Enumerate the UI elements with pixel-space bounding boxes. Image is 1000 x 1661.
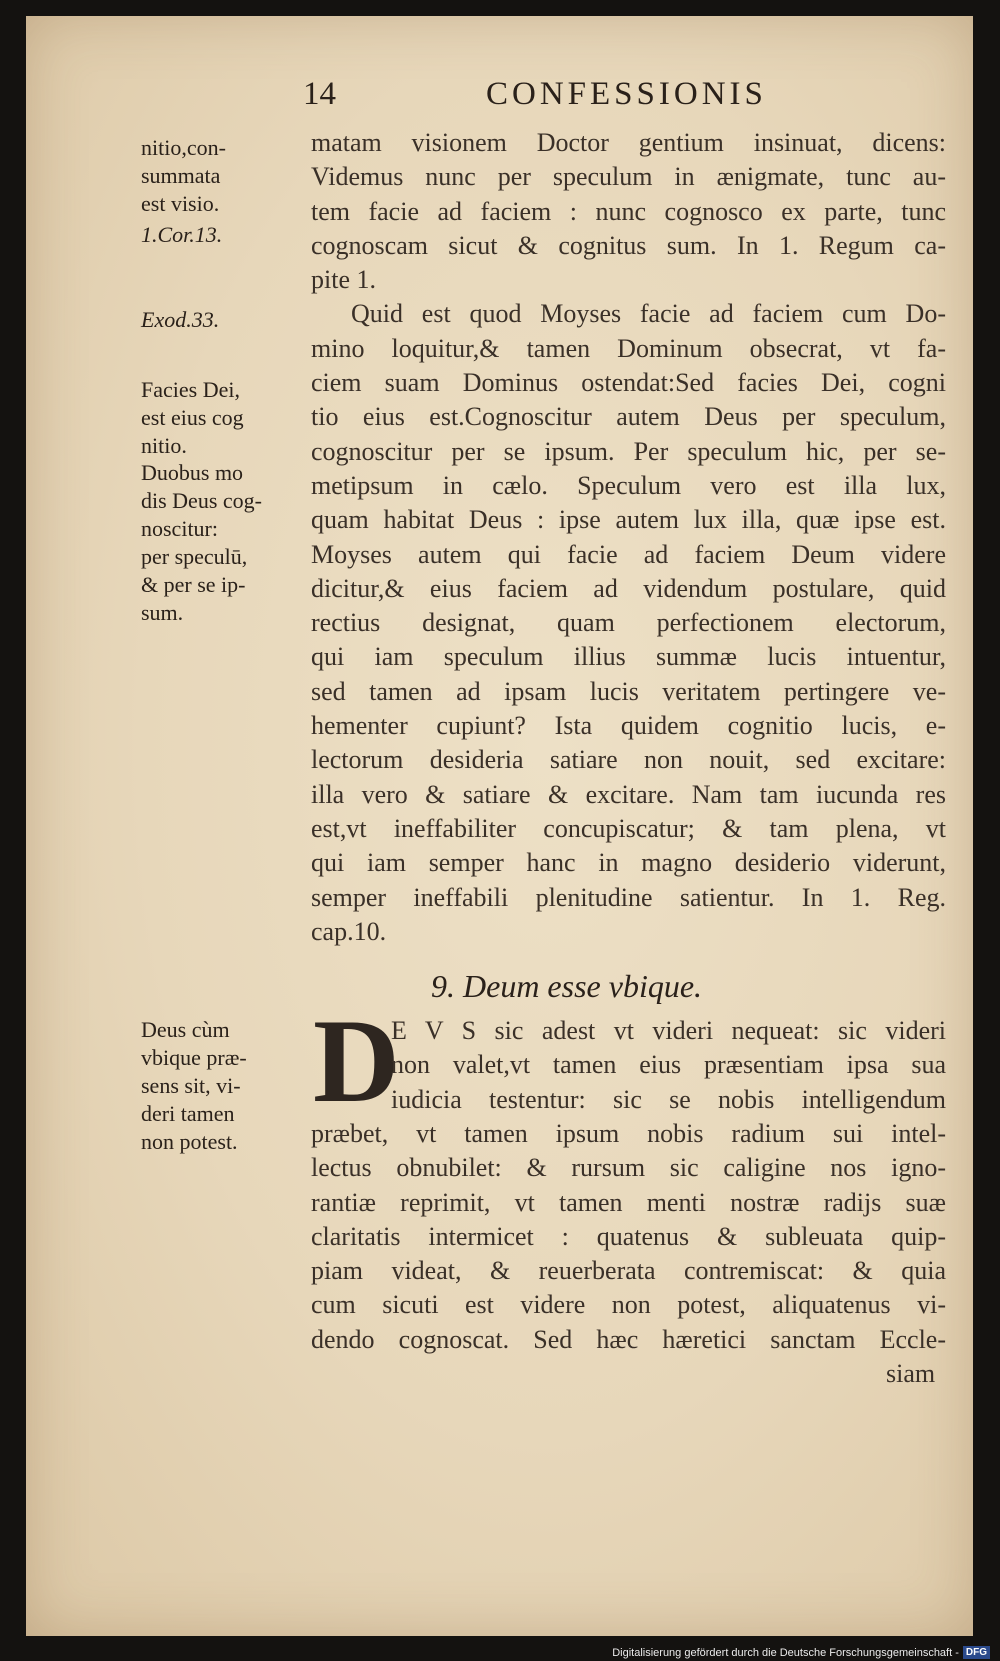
main-text-block: matam visionem Doctor gentium insinuat, dicens: Videmus nunc per speculum in ænigmate, tunc au- tem facie ad faciem : nunc cognosco ex parte, tunc cognoscam sicut & cognitus sum. In 1. Regum ca- pite 1. Quid est quod Moyses facie ad faciem cum Do- mino loquitur,& tamen Dominum obsecrat, vt fa- ciem suam Dominus ostendat:Sed facies Dei, cogni tio eius est.Cognoscitur autem Deus per speculum, cognoscitur per se ipsum. Per speculum hic, per se- metipsum in cælo. Speculum vero est illa lux, quam habitat Deus : ipse autem lux illa, quæ ipse est. Moyses autem qui facie ad faciem Deum videre dicitur,& eius faciem ad videndum postulare, quid rectius designat, quam perfectionem electorum, qui iam speculum illius summæ lucis intuentur, sed tamen ad ipsam lucis veritatem pertingere ve- hementer cupiunt? Ista quidem cognitio lucis, e- lectorum desideria satiare non nouit, sed excitare: illa vero & satiare & excitare. Nam tam iucunda res est,vt ineffabiliter concupiscatur; & tam plena, vt qui iam semper hanc in magno desiderio viderunt, semper ineffabili plenitudine satientur. In 1. Reg. cap.10. xyxy=(311,128,946,946)
digitization-footer xyxy=(612,1646,990,1659)
margin-note-4: Facies Dei, est eius cog nitio. xyxy=(141,377,244,458)
margin-note-5: Duobus mo dis Deus cog- noscitur: per speculū, & per se ip- sum. xyxy=(141,460,262,625)
catchword: siam xyxy=(886,1359,936,1389)
margin-note-3: Exod.33. xyxy=(141,307,220,332)
page-number: 14 xyxy=(303,76,336,112)
section-text-indented: E V S sic adest vt videri nequeat: sic videri non valet,vt tamen eius præsentiam ipsa sua iudicia testentur: sic se nobis intelligendum xyxy=(391,1016,946,1114)
margin-note-6: Deus cùm vbique præ- sens sit, vi- deri tamen non potest. xyxy=(141,1017,247,1154)
footer-credit-text: Digitalisierung gefördert durch die Deutsche Forschungsgemeinschaft - xyxy=(612,1646,959,1659)
running-title: CONFESSIONIS xyxy=(486,76,767,112)
margin-note-1: nitio,con- summata est visio. xyxy=(141,135,226,216)
dfg-logo: DFG xyxy=(963,1646,990,1659)
book-page xyxy=(26,16,973,1636)
drop-cap-initial: D xyxy=(313,994,400,1127)
margin-note-2: 1.Cor.13. xyxy=(141,222,223,247)
page-header xyxy=(26,76,973,126)
section-heading: 9. Deum esse vbique. xyxy=(431,968,703,1004)
section-text: præbet, vt tamen ipsum nobis radium sui intel- lectus obnubilet: & rursum sic caligine nos igno- rantiæ reprimit, vt tamen menti nostræ radijs suæ claritatis intermicet : quatenus & subleuata quip- piam videat, & reuerberata contremiscat: & quia cum sicuti est videre non potest, aliquatenus vi- dendo cognoscat. Sed hæc hæretici sanctam Eccle- siam xyxy=(311,1117,946,1391)
